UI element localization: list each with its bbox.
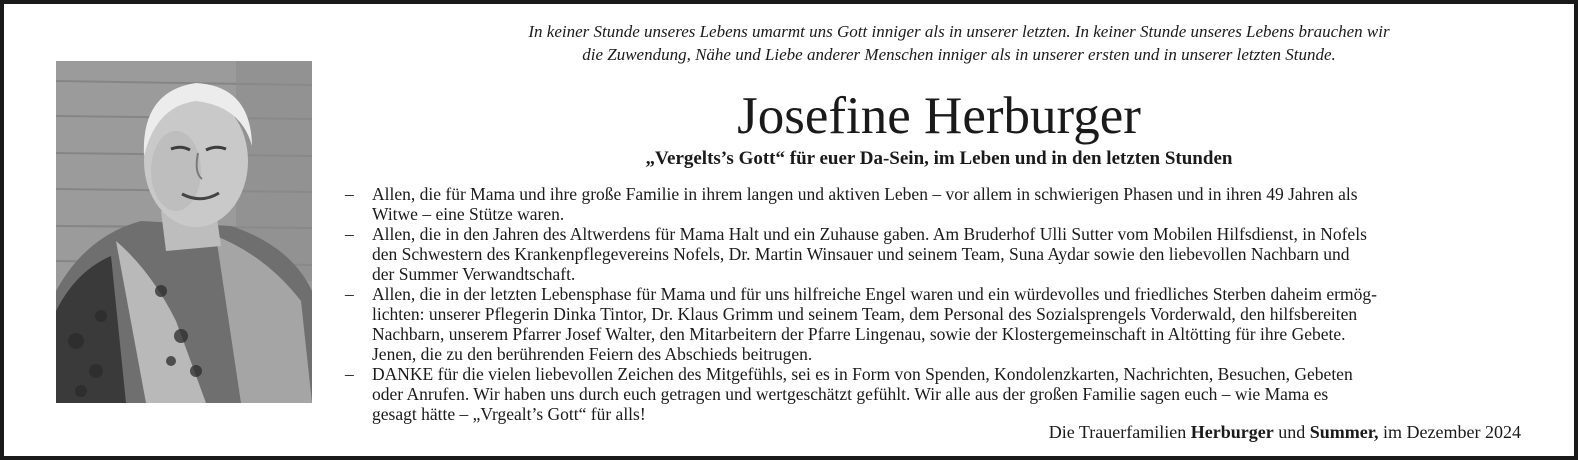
sign-prefix: Die Trauerfamilien bbox=[1048, 422, 1191, 442]
list-item bbox=[345, 364, 1525, 424]
item-line: gesagt hätte – „Vrgealt’s Gott“ für alls! bbox=[372, 404, 646, 424]
item-line: lichten: unserer Pflegerin Dinka Tintor, Dr. Klaus Grimm und seinem Team, dem Personal des Sozialsprengels Vorderwald, den hilfsbereiten bbox=[372, 304, 1358, 324]
item-line: Allen, die in den Jahren des Altwerdens für Mama Halt und ein Zuhause gaben. Am Bruderhof Ulli Sutter vom Mobilen Hilfsdienst, in Nofels bbox=[372, 224, 1367, 244]
quote-text bbox=[404, 20, 1514, 66]
item-line: oder Anrufen. Wir haben uns durch euch getragen und wertgeschätzt gefühlt. Wir alle aus der großen Familie sagen euch – wie Mama es bbox=[372, 384, 1329, 404]
item-line: den Schwestern des Krankenpflegevereins Nofels, Dr. Martin Winsauer und seinem Team, Suna Aydar sowie den liebevollen Nachbarn und bbox=[372, 244, 1350, 264]
portrait-image bbox=[56, 61, 312, 403]
signature-line bbox=[804, 421, 1521, 443]
portrait-photo bbox=[56, 61, 312, 403]
list-item bbox=[345, 284, 1525, 364]
list-item bbox=[345, 184, 1525, 224]
thanks-list bbox=[345, 184, 1525, 424]
list-dash: – bbox=[345, 284, 354, 304]
quote-line: die Zuwendung, Nähe und Liebe anderer Menschen inniger als in unserer ersten und in unserer letzten Stunde. bbox=[582, 45, 1336, 64]
item-line: Nachbarn, unserem Pfarrer Josef Walter, den Mitarbeitern der Pfarre Lingenau, sowie der Klostergemeinschaft in Altötting für ihre Gebete. bbox=[372, 324, 1346, 344]
family-name-summer: Summer, bbox=[1309, 422, 1379, 442]
deceased-name: Josefine Herburger bbox=[737, 87, 1141, 145]
item-line: Witwe – eine Stütze waren. bbox=[372, 204, 565, 224]
sign-middle: und bbox=[1273, 422, 1310, 442]
sign-suffix: im Dezember 2024 bbox=[1378, 422, 1521, 442]
list-dash: – bbox=[345, 184, 354, 204]
list-dash: – bbox=[345, 224, 354, 244]
item-line: DANKE für die vielen liebevollen Zeichen des Mitgefühls, sei es in Form von Spenden, Kondolenzkarten, Nachrichten, Besuchen, Gebeten bbox=[372, 364, 1353, 384]
item-line: Allen, die in der letzten Lebensphase für Mama und für uns hilfreiche Engel waren und ein würdevolles und friedliches Sterben daheim ermög- bbox=[372, 284, 1377, 304]
list-dash: – bbox=[345, 364, 354, 384]
item-line: Jenen, die zu den berührenden Feiern des Abschieds beitrugen. bbox=[372, 344, 813, 364]
list-item bbox=[345, 224, 1525, 284]
quote-line: In keiner Stunde unseres Lebens umarmt uns Gott inniger als in unserer letzten. In keiner Stunde unseres Lebens brauchen wir bbox=[528, 22, 1390, 41]
subtitle: „Vergelts’s Gott“ für euer Da-Sein, im Leben und in den letzten Stunden bbox=[645, 148, 1233, 169]
item-line: Allen, die für Mama und ihre große Familie in ihrem langen und aktiven Leben – vor allem in schwierigen Phasen und in ihren 49 Jahren als bbox=[372, 184, 1358, 204]
family-name-herburger: Herburger bbox=[1190, 422, 1274, 442]
item-line: der Summer Verwandtschaft. bbox=[372, 264, 576, 284]
